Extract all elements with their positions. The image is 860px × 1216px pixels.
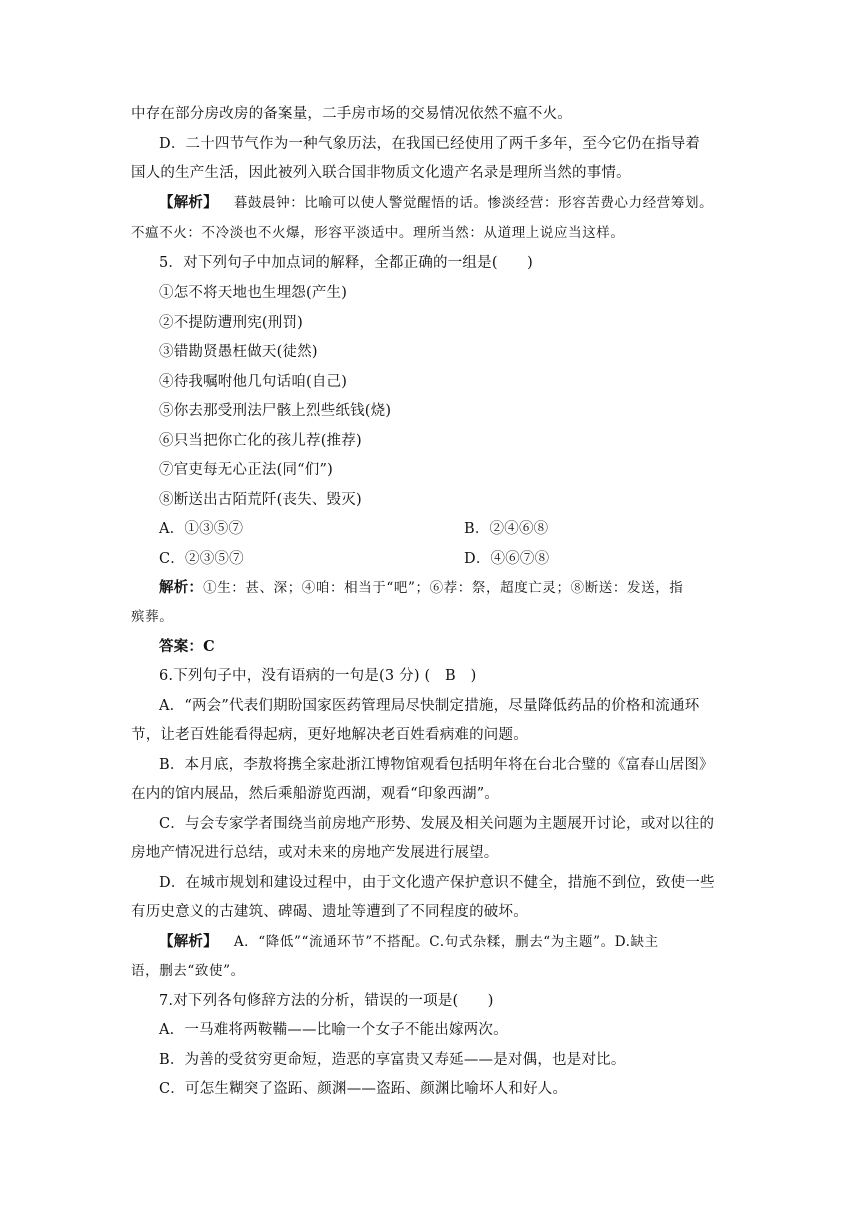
question-6: 6.下列句子中，没有语病的一句是(3 分) ( B ) [159, 668, 477, 684]
analysis-6-text: A．“降低”“流通环节”不搭配。C.句式杂糅，删去“为主题”。D.缺主 [233, 934, 659, 950]
analysis-5-continuation: 殡葬。 [131, 609, 174, 625]
q6-option-b-cont: 在内的馆内展品，然后乘船游览西湖，观看“印象西湖”。 [131, 786, 500, 802]
q7-option-b: B．为善的受贫穷更命短，造恶的享富贵又寿延——是对偶，也是对比。 [159, 1052, 626, 1068]
option-a: A．①③⑤⑦ [159, 521, 244, 537]
text-line: 国人的生产生活，因此被列入联合国非物质文化遗产名录是理所当然的事情。 [131, 165, 631, 181]
answer-label: 答案： [159, 638, 204, 655]
sentence-8: ⑧断送出古陌荒阡(丧失、毁灭) [159, 492, 362, 508]
analysis-6-label: 【解析】 [159, 933, 218, 950]
analysis-5 [159, 578, 683, 598]
sentence-3: ③错勘贤愚枉做天(徒然) [159, 344, 318, 360]
sentence-2: ②不提防遭刑宪(刑罚) [159, 315, 304, 331]
analysis-line [159, 193, 713, 213]
option-b: B．②④⑥⑧ [464, 521, 549, 537]
sentence-4: ④待我嘱咐他几句话咱(自己) [159, 374, 348, 390]
sentence-6: ⑥只当把你亡化的孩儿荐(推荐) [159, 433, 362, 449]
q7-option-c: C．可怎生糊突了盗跖、颜渊——盗跖、颜渊比喻坏人和好人。 [159, 1081, 568, 1097]
answer-value: C [203, 638, 215, 655]
q7-option-a: A．一马难将两鞍鞴——比喻一个女子不能出嫁两次。 [159, 1022, 508, 1038]
analysis-5-text: ①生：甚、深；④咱：相当于“吧”；⑥荐：祭，超度亡灵；⑧断送：发送，指 [203, 580, 684, 596]
analysis-6 [159, 932, 659, 952]
q6-option-a-cont: 节，让老百姓能看得起病，更好地解决老百姓看病难的问题。 [131, 727, 528, 743]
answer-5 [159, 637, 215, 657]
sentence-7: ⑦官吏每无心正法(同“们”) [159, 462, 333, 478]
analysis-5-label: 解析： [159, 579, 204, 596]
analysis-continuation: 不瘟不火：不冷淡也不火爆，形容平淡适中。理所当然：从道理上说应当这样。 [131, 225, 625, 241]
sentence-5: ⑤你去那受刑法尸骸上烈些纸钱(烧) [159, 403, 392, 419]
q6-option-b: B．本月底，李敖将携全家赴浙江博物馆观看包括明年将在台北合璧的《富春山居图》 [159, 757, 714, 773]
text-line: 中存在部分房改房的备案量，二手房市场的交易情况依然不瘟不火。 [131, 106, 572, 122]
sentence-1: ①怎不将天地也生埋怨(产生) [159, 285, 348, 301]
analysis-label: 【解析】 [159, 194, 218, 211]
analysis-6-continuation: 语，删去“致使”。 [131, 963, 245, 979]
q6-option-d: D．在城市规划和建设过程中，由于文化遗产保护意识不健全，措施不到位，致使一些 [159, 875, 715, 891]
question-7: 7.对下列各句修辞方法的分析，错误的一项是( ) [159, 993, 494, 1009]
q6-option-c: C．与会专家学者围绕当前房地产形势、发展及相关问题为主题展开讨论，或对以往的 [159, 816, 715, 832]
question-5: 5．对下列句子中加点词的解释，全都正确的一组是( ) [159, 255, 533, 271]
option-d-line: D．二十四节气作为一种气象历法，在我国已经使用了两千多年，至今它仍在指导着 [159, 136, 701, 152]
q6-option-a: A．“两会”代表们期盼国家医药管理局尽快制定措施，尽量降低药品的价格和流通环 [159, 698, 700, 714]
q6-option-d-cont: 有历史意义的古建筑、碑碣、遗址等遭到了不同程度的破坏。 [131, 904, 528, 920]
analysis-text: 暮鼓晨钟：比喻可以使人警觉醒悟的话。惨淡经营：形容苦费心力经营筹划。 [233, 195, 714, 211]
option-d: D．④⑥⑦⑧ [464, 551, 550, 567]
option-c: C．②③⑤⑦ [159, 551, 244, 567]
q6-option-c-cont: 房地产情况进行总结，或对未来的房地产发展进行展望。 [131, 845, 499, 861]
